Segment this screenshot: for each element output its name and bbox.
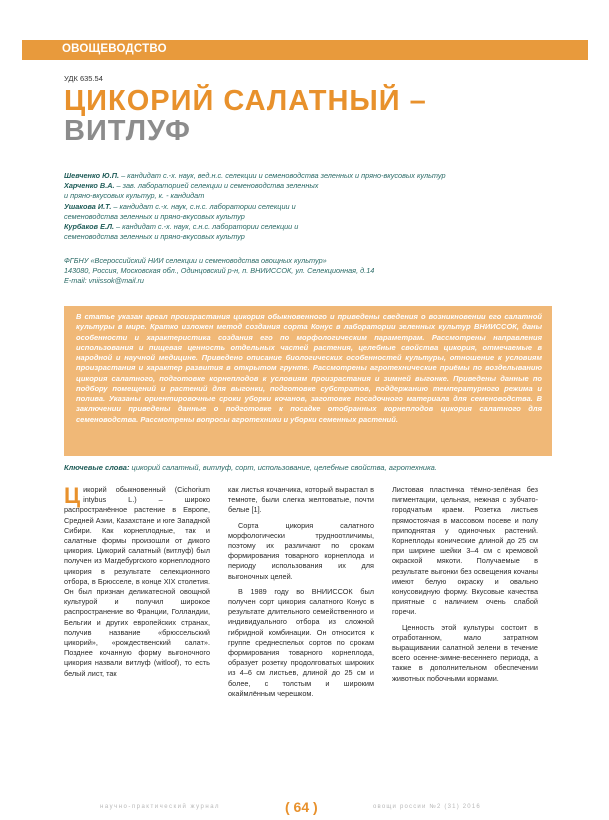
section-header-bar xyxy=(22,40,588,60)
body-column-2 xyxy=(228,485,374,699)
author-desc-cont: семеноводства зеленных и пряно-вкусовых культур xyxy=(64,211,245,221)
author-desc: – кандидат с.-х. наук, с.н.с. лаборатории селекции и xyxy=(114,222,299,232)
author-name: Ушакова И.Т. xyxy=(64,201,112,211)
author-desc-cont: и пряно-вкусовых культур, к. - кандидат xyxy=(64,191,205,201)
paragraph xyxy=(64,485,210,679)
article-title xyxy=(64,86,427,146)
author-entry xyxy=(64,222,544,232)
journal-issue: овощи россии №2 (31) 2016 xyxy=(373,804,481,810)
organization-name: ФГБНУ «Всероссийский НИИ селекции и семеноводства овощных культур» xyxy=(64,256,327,265)
drop-cap: Ц xyxy=(64,483,81,508)
keywords-line xyxy=(64,463,552,473)
body-column-1 xyxy=(64,485,210,679)
author-desc: – кандидат с.-х. наук, с.н.с. лаборатории селекции и xyxy=(111,201,296,211)
journal-subtitle: научно-практический журнал xyxy=(100,804,221,810)
author-name: Курбаков Е.Л. xyxy=(64,222,115,232)
organization-email: E-mail: vniissok@mail.ru xyxy=(64,276,144,286)
paragraph: Листовая пластинка тёмно-зелёная без пигментации, цельная, нежная с зубчато-городчатым краем. Розетка листьев прямостоячая в массовом посеве и полу приподнятая у одиночных растений. Корнеплоды конические длиной до 25 см при ширине шейки 3–4 см с кремовой окраской мякоти. Получаемые в результате выгонки без освещения кочаны имеют белую окраску и овально конусовидную форму. Вкусовые качества приятные с наличием очень слабой горечи. xyxy=(392,485,538,617)
body-column-3 xyxy=(392,485,538,684)
page-footer xyxy=(0,799,609,815)
paragraph: В 1989 году во ВНИИССОК был получен сорт цикория салатного Конус в результате длительного семейственного и индивидуального отбора из сложной гибридной комбинации. Он относится к группе среднеспелых сортов по срокам формирования товарного корнеплода, образует розетку продолговатых широких из 4–6 см листьев, длиной до 25 см и более, с толстым и широким окаймлённым черешком. xyxy=(228,586,374,698)
section-title: ОВОЩЕВОДСТВО xyxy=(62,43,167,55)
authors-block xyxy=(64,171,544,242)
author-desc-cont: семеноводства зеленных и пряно-вкусовых культур xyxy=(64,232,245,242)
organization-address: 143080, Россия, Московская обл., Одинцовский р-н, п. ВНИИССОК, ул. Селекционная, д.14 xyxy=(64,266,375,276)
abstract-text: В статье указан ареал произрастания цикория обыкновенного и приведены сведения о возникновении его салатной культуры в мире. Кратко изложен метод создания сорта Конус в лаборатории зеленных культур ВНИИССОК, даны особенности и характеристика создания его по морфологическим параметрам. Рассмотрены направления использования и пищевая ценность отдельных частей растения, целебные свойства цикория, отмечаемые в народной и научной медицине. Приведено описание биологических особенностей культуры, отношение к условиям произрастания и характер развития в открытом грунте. Рассмотрены агротехнические приёмы по возделыванию цикория салатного, подготовке корнеплодов к условиям произрастания и зимней выгонке. Приведены данные по подбору помещений и растений для выгонки, подготовке субстратов, поддержанию температурного режима и полива. Указаны ориентировочные сроки уборки кочанов, заготовке посадочного материала для семеноводства. В заключении приведены данные о подготовке к посадке отобранных корнеплодов цикория салатного для семеноводства. Рассмотрены вопросы агротехники и уборки семенных растений. xyxy=(76,312,542,424)
organization-block xyxy=(64,256,544,287)
keywords-label: Ключевые слова: xyxy=(64,463,130,472)
abstract-box xyxy=(64,306,552,456)
udk-code: УДК 635.54 xyxy=(64,74,103,83)
paragraph: как листья кочанчика, который вырастал в темноте, были слегка желтоватые, почти белые [1]. xyxy=(228,485,374,515)
title-line-2: ВИТЛУФ xyxy=(64,115,191,147)
author-entry xyxy=(64,181,544,191)
paragraph: Ценность этой культуры состоит в отработанном, мало затратном выращивании салатной зелени в течение всего осенне-зимне-весеннего периода, а также в дополнительном обеспечении животных побочными кормами. xyxy=(392,622,538,683)
author-name: Шевченко Ю.П. xyxy=(64,171,120,180)
author-desc: – кандидат с.-х. наук, вед.н.с. селекции и семеноводства зеленных и пряно-вкусовых культур xyxy=(119,171,446,180)
author-desc: – зав. лабораторией селекции и семеноводства зеленных xyxy=(114,181,319,191)
page-number: ( 64 ) xyxy=(285,799,318,815)
keywords-text: цикорий салатный, витлуф, сорт, использование, целебные свойства, агротехника. xyxy=(129,463,437,472)
title-line-1: ЦИКОРИЙ САЛАТНЫЙ – xyxy=(64,85,427,117)
paragraph: Сорта цикория салатного морфологически трудноотличимы, поэтому их различают по срокам формирования товарного корнеплода и периоду использования их для выгоночных целей. xyxy=(228,520,374,581)
author-entry xyxy=(64,171,544,181)
author-entry xyxy=(64,202,544,212)
paragraph-text: икорий обыкновенный (Cichorium intybus L.) – широко распространённое растение в Европе, Средней Азии, Казахстане и юге Западной Сибири. Как корнеплодные, так и салатные формы произошли от дикого цикория. Цикорий салатный (витлуф) был получен из Магдебургского корнеплодного цикория в результате селекционного отбора, в Брюсселе, в конце XIX столетия. Он был признан деликатесной овощной культурой и получил широкое распространение во Франции, Голландии, Бельгии и других европейских странах, получив название «брюссельский цикорий», «рождественский салат». Позднее кочанную форму выгоночного цикория назвали витлуф (witloof), то есть белый лист, так xyxy=(64,485,210,678)
author-name: Харченко В.А. xyxy=(64,181,115,191)
